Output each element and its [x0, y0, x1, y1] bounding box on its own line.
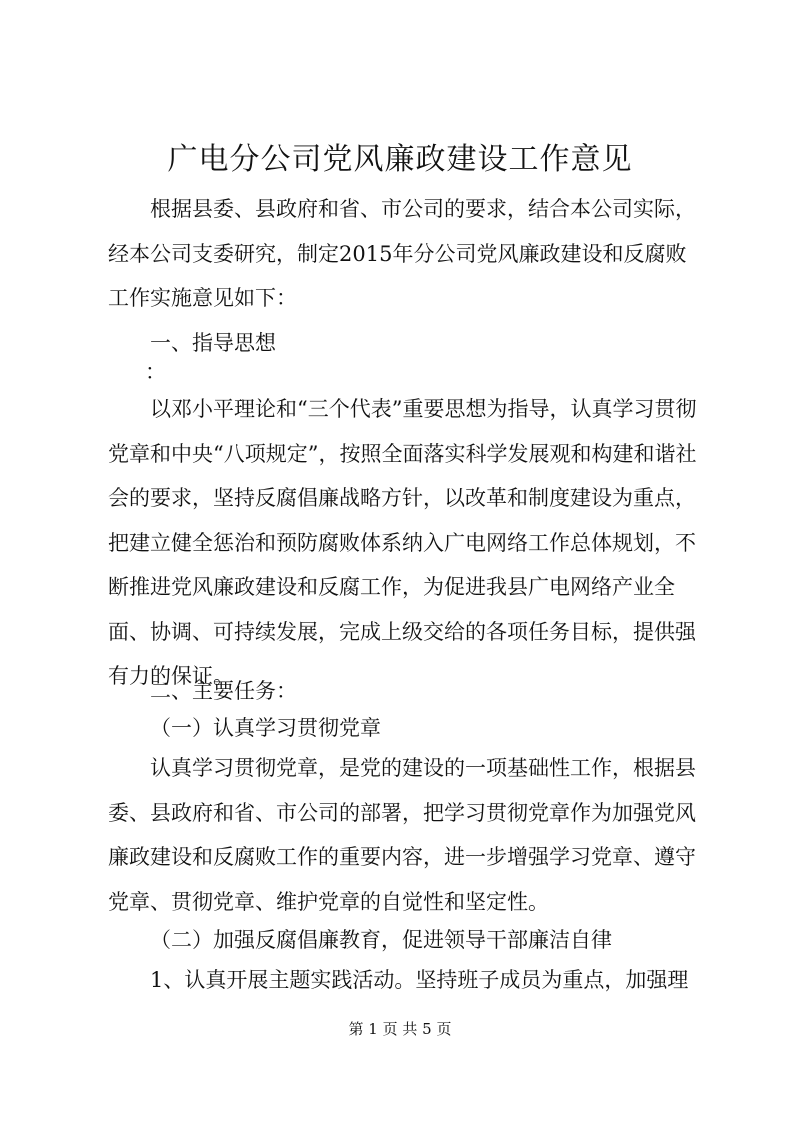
item1-text: 1、认真开展主题实践活动。坚持班子成员为重点，加强理 [150, 968, 689, 992]
sub1-body: 认真学习贯彻党章，是党的建设的一项基础性工作，根据县委、县政府和省、市公司的部署，把学习贯彻党章作为加强党风廉政建设和反腐败工作的重要内容，进一步增强学习党章、遵守党章、贯彻党章、维护党章的自觉性和坚定性。 [108, 756, 696, 914]
document-title: 广电分公司党风廉政建设工作意见 [167, 142, 633, 177]
section1-body: 以邓小平理论和“三个代表”重要思想为指导，认真学习贯彻党章和中央“八项规定”，按照全面落实科学发展观和构建和谐社会的要求，坚持反腐倡廉战略方针，以改革和制度建设为重点，把建立健全惩治和预防腐败体系纳入广电网络工作总体规划，不断推进党风廉政建设和反腐工作，为促进我县广电网络产业全面、协调、可持续发展，完成上级交给的各项任务目标，提供强有力的保证。 [108, 397, 697, 688]
sub2-heading: （二）加强反腐倡廉教育，促进领导干部廉洁自律 [150, 928, 612, 952]
page-number-footer: 第 1 页 共 5 页 [348, 1020, 452, 1038]
section1-colon: ： [145, 360, 166, 384]
sub1-heading: （一）认真学习贯彻党章 [150, 716, 381, 740]
section2-heading: 二、主要任务： [150, 679, 297, 703]
section1-heading: 一、指导思想 [150, 331, 276, 355]
intro-paragraph: 根据县委、县政府和省、市公司的要求，结合本公司实际，经本公司支委研究，制定2015年分公司党风廉政建设和反腐败工作实施意见如下： [108, 197, 696, 310]
